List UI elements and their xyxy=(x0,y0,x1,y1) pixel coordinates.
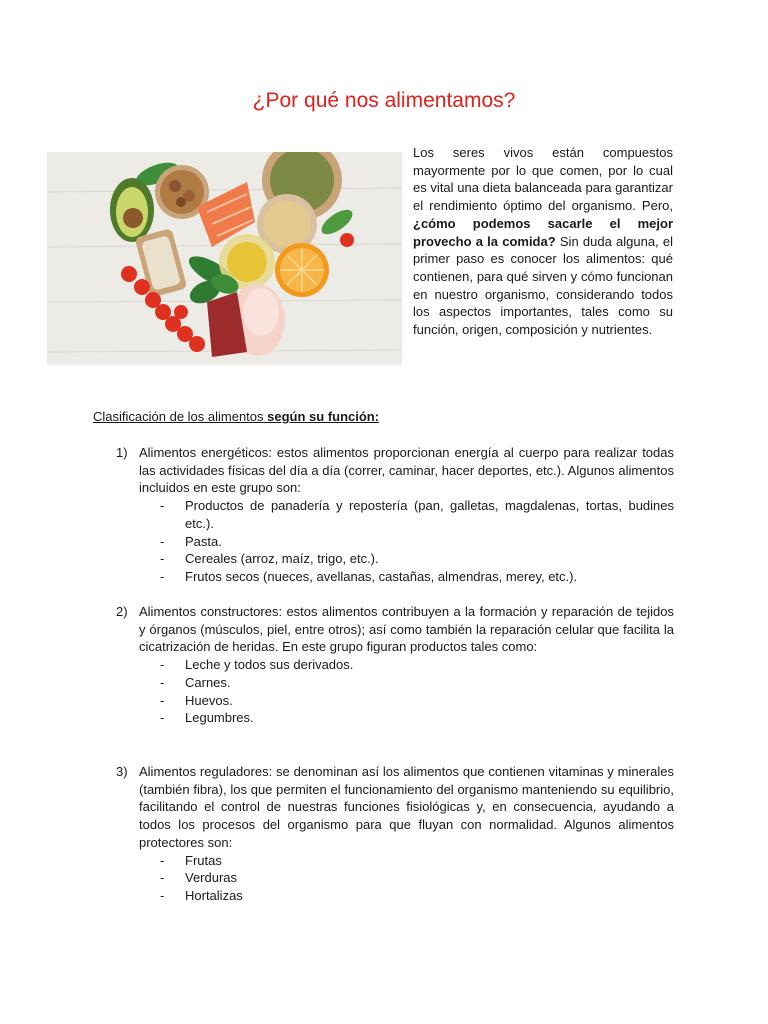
list-item-text: Carnes. xyxy=(185,674,231,690)
list-item xyxy=(160,852,674,870)
dash-bullet: - xyxy=(160,498,165,514)
dash-bullet: - xyxy=(160,533,165,549)
list-item xyxy=(160,533,674,551)
food-list xyxy=(116,852,674,905)
list-item-text: Pasta. xyxy=(185,533,222,549)
healthy-food-photo xyxy=(47,152,402,365)
section-text: Alimentos reguladores: se denominan así los alimentos que contienen vitaminas y minerales (también fibra), los que permiten el funcionamiento del organismo manteniendo su equilibrio, facilitando el control de nuestras funciones fisiológicas y, en consecuencia, ayudando a todos los procesos del organismo para que fluyan con normalidad. Algunos alimentos protectores son: xyxy=(139,764,674,850)
dash-bullet: - xyxy=(160,674,165,690)
list-item-text: Huevos. xyxy=(185,692,233,708)
dash-bullet: - xyxy=(160,870,165,886)
list-item xyxy=(160,887,674,905)
list-item xyxy=(160,656,674,674)
dash-bullet: - xyxy=(160,852,165,868)
list-item xyxy=(160,709,674,727)
food-list xyxy=(116,656,674,727)
list-item-text: Hortalizas xyxy=(185,887,243,903)
dash-bullet: - xyxy=(160,710,165,726)
classification-prefix: Clasificación de los alimentos xyxy=(93,409,268,424)
dash-bullet: - xyxy=(160,692,165,708)
dash-bullet: - xyxy=(160,887,165,903)
section-constructores xyxy=(116,603,674,727)
list-item-text: Legumbres. xyxy=(185,710,254,726)
section-number: 1) xyxy=(116,445,128,460)
list-item xyxy=(160,497,674,532)
list-item-text: Verduras xyxy=(185,870,238,886)
intro-text-1: Los seres vivos están compuestos mayormente por lo que comen, por lo cual es vital una dieta balanceada para garantizar el rendimiento óptimo del organismo. Pero, xyxy=(413,145,673,214)
section-text: Alimentos energéticos: estos alimentos proporcionan energía al cuerpo para realizar todas las actividades físicas del día a día (correr, caminar, hacer deportes, etc.). Algunos alimentos incluidos en este grupo son: xyxy=(139,445,674,496)
intro-text-2: Sin duda alguna, el primer paso es conocer los alimentos: qué contienen, para qué sirven y cómo funcionan en nuestro organismo, considerando todos los aspectos importantes, tales como su función, origen, composición y nutrientes. xyxy=(413,233,673,338)
section-number: 3) xyxy=(116,764,128,779)
list-item-text: Leche y todos sus derivados. xyxy=(185,657,354,673)
list-item xyxy=(160,568,674,586)
list-item-text: Frutos secos (nueces, avellanas, castañas, almendras, merey, etc.). xyxy=(185,568,578,584)
intro-paragraph xyxy=(413,144,673,339)
list-item xyxy=(160,692,674,710)
dash-bullet: - xyxy=(160,551,165,567)
dash-bullet: - xyxy=(160,657,165,673)
classification-bold: según su función: xyxy=(267,409,380,424)
section-energeticos xyxy=(116,444,674,586)
page-title: ¿Por qué nos alimentamos? xyxy=(252,89,516,112)
list-item-text: Frutas xyxy=(185,852,222,868)
section-reguladores xyxy=(116,763,674,905)
dash-bullet: - xyxy=(160,568,165,584)
section-text: Alimentos constructores: estos alimentos contribuyen a la formación y reparación de tejidos y órganos (músculos, piel, entre otros); así como también la reparación celular que facilita la cicatrización de heridas. En este grupo figuran productos tales como: xyxy=(139,604,674,655)
section-number: 2) xyxy=(116,604,128,619)
food-list xyxy=(116,497,674,586)
list-item-text: Cereales (arroz, maíz, trigo, etc.). xyxy=(185,551,379,567)
classification-heading xyxy=(93,408,379,426)
intro-question: ¿cómo podemos sacarle el mejor provecho a la comida? xyxy=(413,215,673,249)
list-item xyxy=(160,869,674,887)
list-item xyxy=(160,550,674,568)
list-item-text: Productos de panadería y repostería (pan, galletas, magdalenas, tortas, budines etc.). xyxy=(185,498,674,531)
list-item xyxy=(160,674,674,692)
